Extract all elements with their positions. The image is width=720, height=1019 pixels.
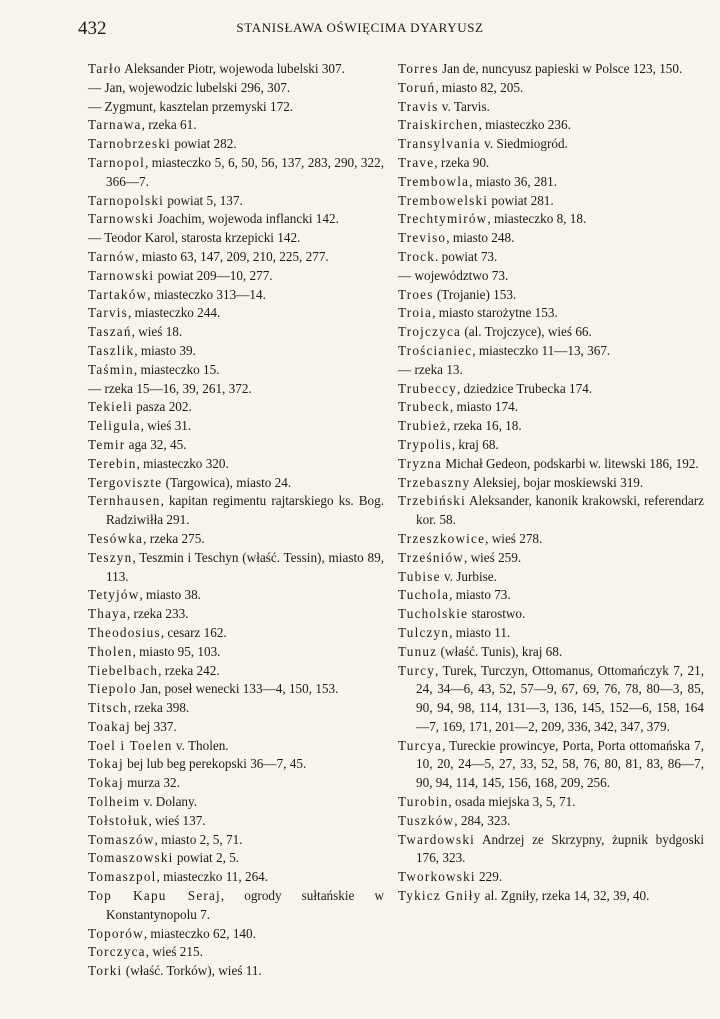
entry-headword: Tolheim [88, 794, 141, 810]
index-entry [88, 774, 384, 793]
index-entry [398, 887, 704, 906]
index-entry [398, 60, 704, 79]
entry-text: (Trojanie) 153. [433, 286, 517, 302]
entry-text: , cesarz 162. [160, 624, 227, 640]
index-entry [88, 586, 384, 605]
entry-headword: Twardowski [398, 831, 476, 847]
entry-text: , Teszmin i Teschyn (właść. Tessin), miasto 89, 113. [106, 549, 384, 584]
page-header [0, 14, 720, 38]
entry-text: Jan, poseł wenecki 133—4, 150, 153. [136, 681, 339, 697]
entry-text: powiat 282. [171, 136, 237, 152]
index-entry [88, 79, 384, 98]
index-entry [88, 887, 384, 925]
entry-text: , miasteczko 11—13, 367. [472, 342, 611, 358]
entry-headword: Taszlik [88, 342, 135, 358]
index-entry [88, 154, 384, 192]
entry-text: — rzeka 13. [398, 361, 463, 377]
entry-text: . powiat 73. [435, 248, 498, 264]
entry-text: (właść. Torków), wieś 11. [122, 963, 262, 979]
entry-headword: Ternhausen [88, 493, 161, 509]
index-entry [398, 248, 704, 267]
index-entry [398, 286, 704, 305]
entry-text: , miasto 38. [139, 587, 201, 603]
entry-headword: Trzebiński [398, 493, 466, 509]
entry-text: , miasteczko 313—14. [147, 286, 266, 302]
index-entry [398, 624, 704, 643]
index-entry [398, 323, 704, 342]
entry-text: , miasto 36, 281. [469, 173, 558, 189]
entry-headword: Teligula [88, 418, 141, 434]
index-entry [88, 361, 384, 380]
entry-text: , rzeka 233. [126, 606, 189, 622]
entry-headword: Tekieli [88, 399, 133, 415]
index-entry [88, 812, 384, 831]
entry-headword: Turcy [398, 662, 436, 678]
entry-headword: Trembowla [398, 173, 470, 189]
index-entry [88, 98, 384, 117]
entry-text: , miasteczko 244. [127, 305, 221, 321]
entry-headword: Trzebaszny [398, 474, 471, 490]
entry-headword: Tryzna [398, 455, 443, 471]
index-entry [88, 286, 384, 305]
index-entry [88, 417, 384, 436]
index-entry [398, 643, 704, 662]
index-entry [88, 474, 384, 493]
entry-headword: Travis [398, 98, 439, 114]
index-entry [88, 624, 384, 643]
index-entry [398, 304, 704, 323]
index-entry [398, 342, 704, 361]
index-entry [88, 943, 384, 962]
entry-text: , miasto 248. [446, 230, 515, 246]
entry-headword: Traiskirchen [398, 117, 479, 133]
index-entry [88, 962, 384, 981]
page-number: 432 [78, 18, 107, 39]
entry-headword: Tiebelbach [88, 662, 159, 678]
entry-headword: Tergoviszte [88, 474, 163, 490]
entry-text: v. Dolany. [140, 794, 198, 810]
entry-headword: Taszań [88, 324, 132, 340]
entry-headword: Tomaszów [88, 831, 155, 847]
entry-text: , miasto 2, 5, 71. [154, 831, 243, 847]
entry-headword: Trojczyca [398, 324, 462, 340]
index-entry [88, 248, 384, 267]
entry-text: v. Jurbise. [440, 568, 497, 584]
index-entry [88, 60, 384, 79]
index-entry [88, 549, 384, 587]
index-entry [398, 192, 704, 211]
index-entry [398, 586, 704, 605]
entry-headword: Tomaszpol [88, 869, 157, 885]
entry-headword: Transylvania [398, 136, 481, 152]
entry-text: , ogrody sułtańskie w Konstantynopolu 7. [106, 888, 384, 922]
entry-text: powiat 2, 5. [173, 850, 240, 866]
entry-headword: Trypolis [398, 436, 452, 452]
entry-headword: Trubież [398, 418, 447, 434]
entry-text: powiat 5, 137. [164, 192, 243, 208]
entry-text: , Tureckie prowincye, Porta, Porta ottomańska 7, 10, 20, 24—5, 27, 33, 52, 58, 76, 80, 81, 83, 86—7, 90, 94, 114, 145, 156, 168, 209, 256. [416, 737, 704, 791]
entry-text: , rzeka 242. [158, 662, 220, 678]
entry-text: , rzeka 275. [143, 530, 205, 546]
entry-headword: Trubeccy [398, 380, 457, 396]
entry-text: , miasto 11. [449, 624, 511, 640]
index-entry [398, 417, 704, 436]
entry-text: , miasteczko 8, 18. [487, 211, 587, 227]
entry-headword: Tholen [88, 643, 133, 659]
entry-text: bej 337. [130, 718, 177, 734]
index-entry [398, 173, 704, 192]
entry-text: (właść. Tunis), kraj 68. [437, 643, 563, 659]
entry-text: (Targowica), miasto 24. [162, 474, 292, 490]
index-entry [88, 925, 384, 944]
entry-text: , Turek, Turczyn, Ottomanus, Ottomańczyk 7, 21, 24, 34—6, 43, 52, 57—9, 67, 69, 76, 78, 80—3, 85, 90, 94, 98, 114, 131—3, 136, 145, 152—6, 158, 164—7, 169, 171, 201—2, 209, 336, 342, 347, 379. [416, 662, 704, 734]
entry-text: , miasto 39. [134, 342, 196, 358]
index-entry [88, 116, 384, 135]
index-entry [88, 380, 384, 399]
index-entry [88, 605, 384, 624]
entry-headword: Turcya [398, 737, 443, 753]
index-entry [398, 98, 704, 117]
running-title: STANISŁAWA OŚWIĘCIMA DYARYUSZ [236, 20, 484, 35]
entry-headword: Tetyjów [88, 587, 140, 603]
entry-headword: Tarnopolski [88, 192, 165, 208]
entry-headword: Tesówka [88, 530, 144, 546]
entry-text: , wieś 259. [464, 549, 522, 565]
entry-headword: Turobin [398, 794, 449, 810]
index-entry [398, 154, 704, 173]
entry-text: starostwo. [468, 606, 526, 622]
index-entry [88, 210, 384, 229]
entry-text: , miasto 174. [449, 399, 519, 415]
index-entry [398, 116, 704, 135]
entry-text: , rzeka 61. [141, 117, 197, 133]
entry-headword: Temir [88, 436, 126, 452]
entry-headword: Terebin [88, 455, 137, 471]
entry-text: , miasteczko 11, 264. [156, 869, 269, 885]
entry-text: powiat 209—10, 277. [154, 267, 273, 283]
index-entry [398, 380, 704, 399]
entry-text: , rzeka 90. [434, 154, 490, 170]
index-entry [88, 436, 384, 455]
index-entry [88, 135, 384, 154]
index-entry [88, 849, 384, 868]
entry-headword: Thaya [88, 606, 127, 622]
index-entry [398, 398, 704, 417]
entry-text: , miasteczko 5, 6, 50, 56, 137, 283, 290, 322, 366—7. [106, 154, 384, 189]
entry-headword: Toruń [398, 79, 436, 95]
entry-text: v. Tarvis. [438, 98, 490, 114]
entry-headword: Tarło [88, 61, 122, 76]
index-entry [398, 568, 704, 587]
index-entry [398, 210, 704, 229]
entry-text: — Jan, wojewodzic lubelski 296, 307. [88, 79, 291, 95]
entry-text: — Teodor Karol, starosta krzepicki 142. [88, 230, 301, 246]
entry-headword: Top Kapu Seraj [88, 888, 221, 904]
entry-headword: Trościaniec [398, 342, 473, 358]
entry-text: , miasteczko 320. [136, 455, 229, 471]
entry-text: Jan de, nuncyusz papieski w Polsce 123, 150. [438, 61, 683, 76]
entry-headword: Troes [398, 286, 434, 302]
index-entry [88, 455, 384, 474]
entry-text: Aleksander, kanonik krakowski, referendarz kor. 58. [416, 493, 704, 528]
entry-text: Aleksiej, bojar moskiewski 319. [470, 474, 644, 490]
entry-text: , miasteczko 236. [478, 117, 571, 133]
entry-headword: Trzeszkowice [398, 530, 486, 546]
entry-headword: Tarnopol [88, 154, 146, 170]
entry-headword: Tulczyn [398, 624, 450, 640]
entry-text: (al. Trojczyce), wieś 66. [461, 324, 592, 340]
entry-headword: Tykicz Gniły [398, 888, 482, 904]
entry-headword: Tworkowski [398, 869, 476, 885]
entry-headword: Tarvis [88, 305, 128, 321]
entry-headword: Tomaszowski [88, 850, 174, 866]
entry-headword: Toporów [88, 925, 144, 941]
index-entry [398, 737, 704, 793]
index-entry [398, 135, 704, 154]
entry-text: Andrzej ze Skrzypny, żupnik bydgoski 176, 323. [416, 831, 704, 866]
index-entry [88, 699, 384, 718]
index-entry [88, 229, 384, 248]
entry-headword: Taśmin [88, 361, 134, 377]
entry-text: Aleksander Piotr, wojewoda lubelski 307. [121, 61, 345, 76]
entry-headword: Torres [398, 61, 439, 76]
entry-headword: Tarnawa [88, 117, 142, 133]
entry-text: 229. [475, 869, 503, 885]
entry-text: , 284, 323. [454, 812, 511, 828]
entry-headword: Tokaj [88, 756, 124, 772]
entry-text: , kapitan regimentu rajtarskiego ks. Bog. Radziwiłła 291. [106, 493, 384, 528]
index-entry [88, 398, 384, 417]
index-entry [398, 229, 704, 248]
index-entry [398, 831, 704, 869]
index-entry [88, 304, 384, 323]
entry-text: — Zygmunt, kasztelan przemyski 172. [88, 98, 294, 114]
entry-text: , dziedzice Trubecka 174. [456, 380, 593, 396]
index-entry [88, 267, 384, 286]
entry-headword: Tuszków [398, 812, 455, 828]
index-entry [88, 643, 384, 662]
entry-text: aga 32, 45. [125, 436, 187, 452]
entry-headword: Tarnów [88, 248, 136, 264]
entry-text: , wieś 215. [145, 944, 203, 960]
index-entry [398, 492, 704, 530]
entry-text: , rzeka 16, 18. [446, 418, 522, 434]
entry-headword: Trembowelski [398, 192, 489, 208]
entry-text: , miasteczko 62, 140. [143, 925, 256, 941]
entry-text: , kraj 68. [451, 436, 499, 452]
index-entry [88, 680, 384, 699]
entry-headword: Tarnowski [88, 267, 155, 283]
entry-headword: Torki [88, 963, 123, 979]
entry-text: v. Siedmiogród. [480, 136, 568, 152]
entry-headword: Trubeck [398, 399, 450, 415]
index-column-right [398, 60, 704, 906]
entry-headword: Troia [398, 305, 433, 321]
entry-headword: Titsch [88, 700, 128, 716]
entry-text: Michał Gedeon, podskarbi w. litewski 186, 192. [442, 455, 699, 471]
index-entry [398, 605, 704, 624]
index-entry [88, 662, 384, 681]
index-entry [398, 361, 704, 380]
index-entry [88, 737, 384, 756]
entry-headword: Treviso [398, 230, 447, 246]
entry-headword: Toakaj [88, 718, 131, 734]
entry-text: — rzeka 15—16, 39, 261, 372. [88, 380, 252, 396]
entry-text: — województwo 73. [398, 267, 509, 283]
index-entry [88, 530, 384, 549]
index-entry [88, 718, 384, 737]
entry-headword: Teszyn [88, 549, 133, 565]
index-entry [88, 868, 384, 887]
entry-text: powiat 281. [488, 192, 554, 208]
entry-text: , wieś 137. [148, 812, 206, 828]
entry-text: , wieś 278. [485, 530, 543, 546]
entry-text: , rzeka 398. [127, 700, 190, 716]
entry-text: pasza 202. [132, 399, 192, 415]
entry-headword: Tokaj [88, 775, 124, 791]
entry-headword: Trave [398, 154, 435, 170]
entry-headword: Torczyca [88, 944, 146, 960]
entry-text: , wieś 31. [140, 418, 192, 434]
index-entry [398, 267, 704, 286]
entry-text: , miasto 73. [449, 587, 511, 603]
index-entry [398, 79, 704, 98]
index-entry [398, 436, 704, 455]
entry-text: al. Zgniły, rzeka 14, 32, 39, 40. [481, 888, 650, 904]
entry-text: , miasto 82, 205. [435, 79, 524, 95]
index-entry [398, 868, 704, 887]
entry-text: , miasteczko 15. [133, 361, 220, 377]
entry-headword: Tubise [398, 568, 441, 584]
index-entry [398, 793, 704, 812]
index-entry [88, 492, 384, 530]
entry-text: v. Tholen. [172, 737, 229, 753]
index-column-left [88, 60, 384, 981]
entry-headword: Tucholskie [398, 606, 469, 622]
entry-text: , miasto 95, 103. [132, 643, 221, 659]
entry-text: Joachim, wojewoda inflancki 142. [154, 211, 339, 227]
entry-headword: Trześniów [398, 549, 464, 565]
entry-headword: Tarnobrzeski [88, 136, 172, 152]
index-entry [398, 474, 704, 493]
index-entry [88, 831, 384, 850]
entry-headword: Tarnowski [88, 211, 155, 227]
entry-headword: Theodosius [88, 624, 161, 640]
entry-text: bej lub beg perekopski 36—7, 45. [123, 756, 307, 772]
index-entry [88, 793, 384, 812]
index-entry [398, 812, 704, 831]
entry-headword: Tołstołuk [88, 812, 149, 828]
entry-text: , miasto starożytne 153. [432, 305, 558, 321]
index-entry [398, 549, 704, 568]
index-entry [88, 342, 384, 361]
entry-headword: Tartaków [88, 286, 148, 302]
entry-headword: Tuchola [398, 587, 450, 603]
entry-text: , osada miejska 3, 5, 71. [448, 794, 576, 810]
entry-text: , wieś 18. [131, 324, 183, 340]
entry-headword: Tiepolo [88, 681, 137, 697]
index-entry [88, 755, 384, 774]
index-entry [398, 530, 704, 549]
entry-text: murza 32. [123, 775, 180, 791]
entry-headword: Trechtymirów [398, 211, 488, 227]
entry-headword: Trock [398, 248, 436, 264]
index-entry [398, 662, 704, 737]
entry-text: , miasto 63, 147, 209, 210, 225, 277. [135, 248, 329, 264]
entry-headword: Toel i Toelen [88, 737, 173, 753]
entry-headword: Tunuz [398, 643, 438, 659]
index-entry [88, 323, 384, 342]
index-entry [398, 455, 704, 474]
index-entry [88, 192, 384, 211]
